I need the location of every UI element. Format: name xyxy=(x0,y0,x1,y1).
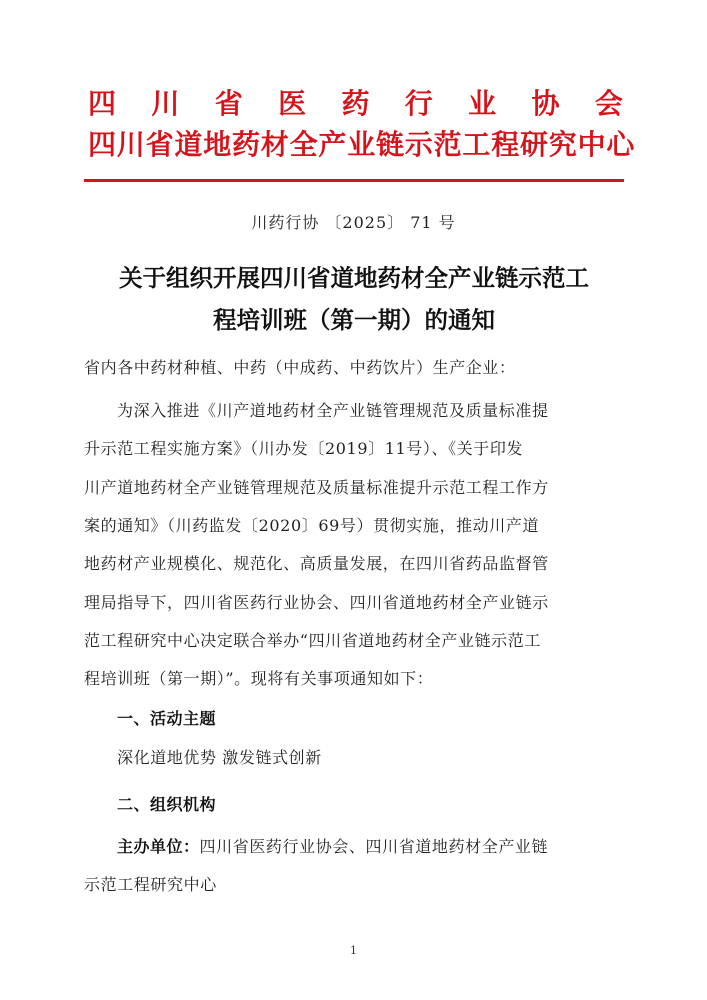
document-title-line-2: 程培训班（第一期）的通知 xyxy=(213,306,495,334)
paragraph-line: 案的通知》（川药监发〔2020〕69号）贯彻实施，推动川产道 xyxy=(84,516,540,535)
host-text: 四川省医药行业协会、四川省道地药材全产业链 xyxy=(199,837,549,856)
paragraph-line: 地药材产业规模化、规范化、高质量发展，在四川省药品监督管 xyxy=(84,554,549,573)
issuer-name-2: 四川省道地药材全产业链示范工程研究中心 xyxy=(88,128,636,161)
paragraph-line: 为深入推进《川产道地药材全产业链管理规范及质量标准提 xyxy=(117,401,549,420)
paragraph-line: 升示范工程实施方案》（川办发〔2019〕11号）、《关于印发 xyxy=(84,439,524,458)
issuer-char: 行 xyxy=(404,87,433,120)
document-title-line-1: 关于组织开展四川省道地药材全产业链示范工 xyxy=(119,264,589,292)
issuer-char: 四 xyxy=(88,87,117,120)
host-label: 主办单位： xyxy=(117,837,200,856)
issuer-char: 省 xyxy=(214,87,243,120)
issuer-char: 医 xyxy=(278,87,307,120)
issuer-char: 协 xyxy=(531,87,560,120)
salutation: 省内各中药材种植、中药（中成药、中药饮片）生产企业： xyxy=(84,358,516,377)
page-number: 1 xyxy=(350,944,357,957)
issuer-char: 会 xyxy=(594,87,623,120)
header-red-rule xyxy=(84,179,624,182)
section-heading-theme: 一、活动主题 xyxy=(117,709,217,728)
paragraph-line: 程培训班（第一期）”。现将有关事项通知如下： xyxy=(84,669,434,688)
theme-text: 深化道地优势 激发链式创新 xyxy=(117,748,322,767)
paragraph-line: 理局指导下，四川省医药行业协会、四川省道地药材全产业链示 xyxy=(84,593,549,612)
section-heading-organization: 二、组织机构 xyxy=(117,795,217,814)
paragraph-line: 范工程研究中心决定联合举办“四川省道地药材全产业链示范工 xyxy=(84,631,541,650)
issuer-char: 川 xyxy=(151,87,180,120)
paragraph-line: 川产道地药材全产业链管理规范及质量标准提升示范工程工作方 xyxy=(84,478,549,497)
issuer-name-1 xyxy=(88,86,623,122)
host-line xyxy=(117,835,548,859)
issuer-char: 药 xyxy=(341,87,370,120)
issuer-char: 业 xyxy=(468,87,497,120)
host-text-continued: 示范工程研究中心 xyxy=(84,875,217,894)
document-number: 川药行协 〔2025〕 71 号 xyxy=(251,213,456,232)
